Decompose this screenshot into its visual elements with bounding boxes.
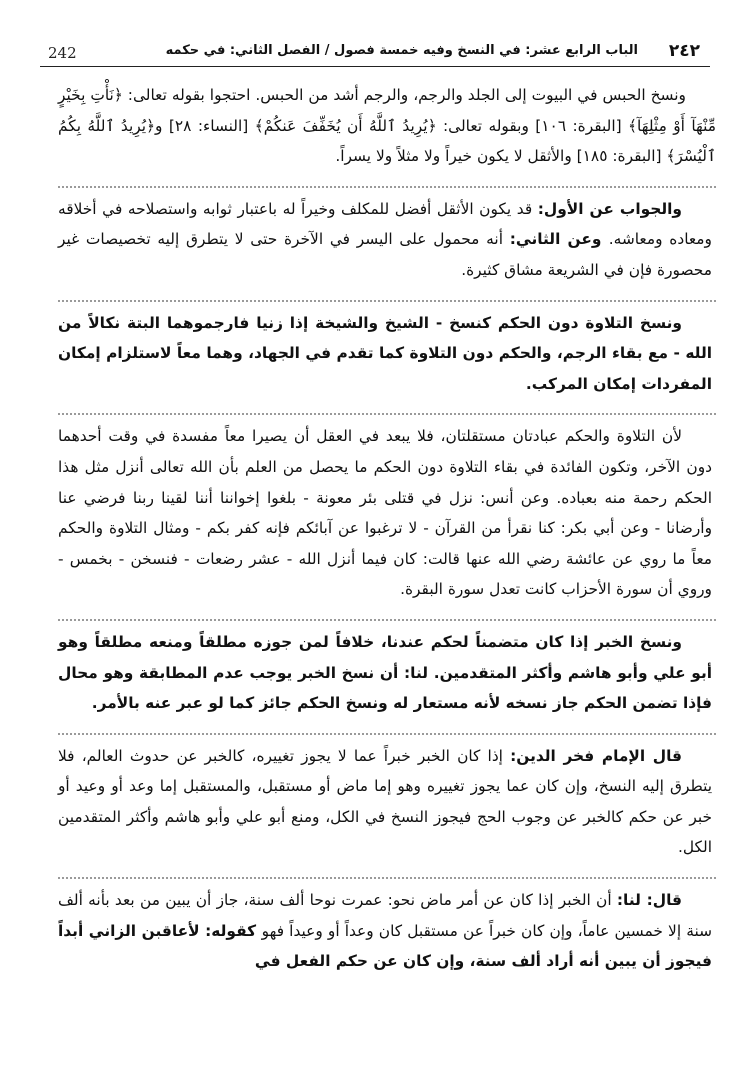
paragraph-4-text: لأن التلاوة والحكم عبادتان مستقلتان، فلا يبعد في العقل أن يصيرا معاً مفسدة في وقت أحدهما دون الآخر، وتكون الفائدة في بقاء التلاوة دون الحكم ما يحصل من العلم بأن الله تعالى أنزل مثل هذا الحكم رحمة منه بعباده. وعن أنس: نزل في قتلى بئر معونة - بلغوا إخواننا أننا لقينا ربنا فرضي عنا وأرضانا - وعن أبي بكر: كنا نقرأ من القرآن - لا ترغبوا عن آبائكم فإنه كفر بكم - ومثال التلاوة والحكم معاً ما روي عن عائشة رضي الله عنها قالت: كان فيما أنزل الله - عشر رضعات - فنسخن - بخمس - وروي أن سورة الأحزاب كانت تعدل سورة البقرة. [58,427,712,599]
paragraph-4 [58,413,716,605]
qala-lead: قال: [646,891,683,910]
paragraph-5 [58,619,716,719]
paragraph-7 [58,877,716,977]
answer-second-lead: وعن الثاني: [509,230,609,249]
paragraph-1-text: ونسخ الحبس في البيوت إلى الجلد والرجم، والرجم أشد من الحبس. احتجوا بقوله تعالى: ﴿نَأْتِ بِخَيْرٍ مِّنْهَآ أَوْ مِثْلِهَآ﴾ [البقرة: ١٠٦] وبقوله تعالى: ﴿يُرِيدُ ٱللَّهُ أَن يُخَفِّفَ عَنكُمْ﴾ [النساء: ٢٨] و﴿يُرِيدُ ٱللَّهُ بِكُمُ ٱلْيُسْرَ﴾ [البقرة: ١٨٥] والأثقل لا يكون خيراً ولا مثلاً ولا يسراً. [58,86,716,166]
paragraph-2 [58,186,716,286]
paragraph-7-text-2: لأعاقبن الزاني أبداً فيجوز أن يبين أنه أراد ألف سنة، وإن كان عن حكم الفعل في [58,921,712,971]
paragraph-3-text: ونسخ التلاوة دون الحكم كنسخ - الشيخ والشيخة إذا زنيا فارجموهما البتة نكالاً من الله - مع بقاء الرجم، والحكم دون التلاوة كما تقدم في الجهاد، وهما معاً لاستلزام إمكان المفردات إمكان المركب. [58,313,712,393]
answer-second-text: أنه محمول على اليسر في الآخرة حتى لا يتطرق إليه تخصيصات غير محصورة فإن في الشريعة مشاق كثيرة. [58,230,712,279]
kaqawlihi-lead: كقوله: [205,921,262,940]
page-number-latin: 242 [48,44,77,62]
answer-first-lead: والجواب عن الأول: [537,199,682,218]
paragraph-5-text: ونسخ الخبر إذا كان متضمناً لحكم عندنا، خلافاً لمن جوزه مطلقاً ومنعه مطلقاً وهو أبو علي وأبو هاشم وأكثر المتقدمين. لنا: أن نسخ الخبر يوجب عدم المطابقة وهو محال فإذا تضمن الحكم جاز نسخه لأنه مستعار له ونسخ الحكم جائز كما لو عبر عنه بالأمر. [58,632,712,713]
answer-first-text: قد يكون الأثقل أفضل للمكلف وخيراً له باعتبار ثوابه واستصلاحه في أخلاقه ومعاده ومعاشه. [58,199,712,249]
page-body [58,80,716,999]
paragraph-7-text-1: أن الخبر إذا كان عن أمر ماض نحو: عمرت نوحا ألف سنة، جاز أن يبين من بعد بأنه ألف سنة إلا خمسين عاماً، وإن كان خبراً عن مستقبل كان وعداً أو وعيداً فهو [58,891,712,940]
imam-fakhr-lead: قال الإمام فخر الدين: [510,746,682,765]
page-header [40,34,710,67]
paragraph-6 [58,733,716,863]
running-title: الباب الرابع عشر: في النسخ وفيه خمسة فصول / الفصل الثاني: في حكمه [165,43,638,58]
paragraph-1 [58,80,716,172]
paragraph-6-text: إذا كان الخبر خبراً عما لا يجوز تغييره، كالخبر عن حدوث العالم، فلا يتطرق إليه النسخ، وإن كان عما يجوز تغييره وهو إما ماض أو مستقبل، والمستقبل إما وعد أو وعيد أو خبر عن حكم كالخبر عن وجوب الحج فيجوز النسخ في الكل، ومنع أبو علي وأبو هاشم وأكثر المتقدمين الكل. [58,746,712,857]
lana-lead: لنا: [616,891,647,910]
page-number-arabic: ٢٤٢ [668,41,700,61]
paragraph-3 [58,300,716,400]
